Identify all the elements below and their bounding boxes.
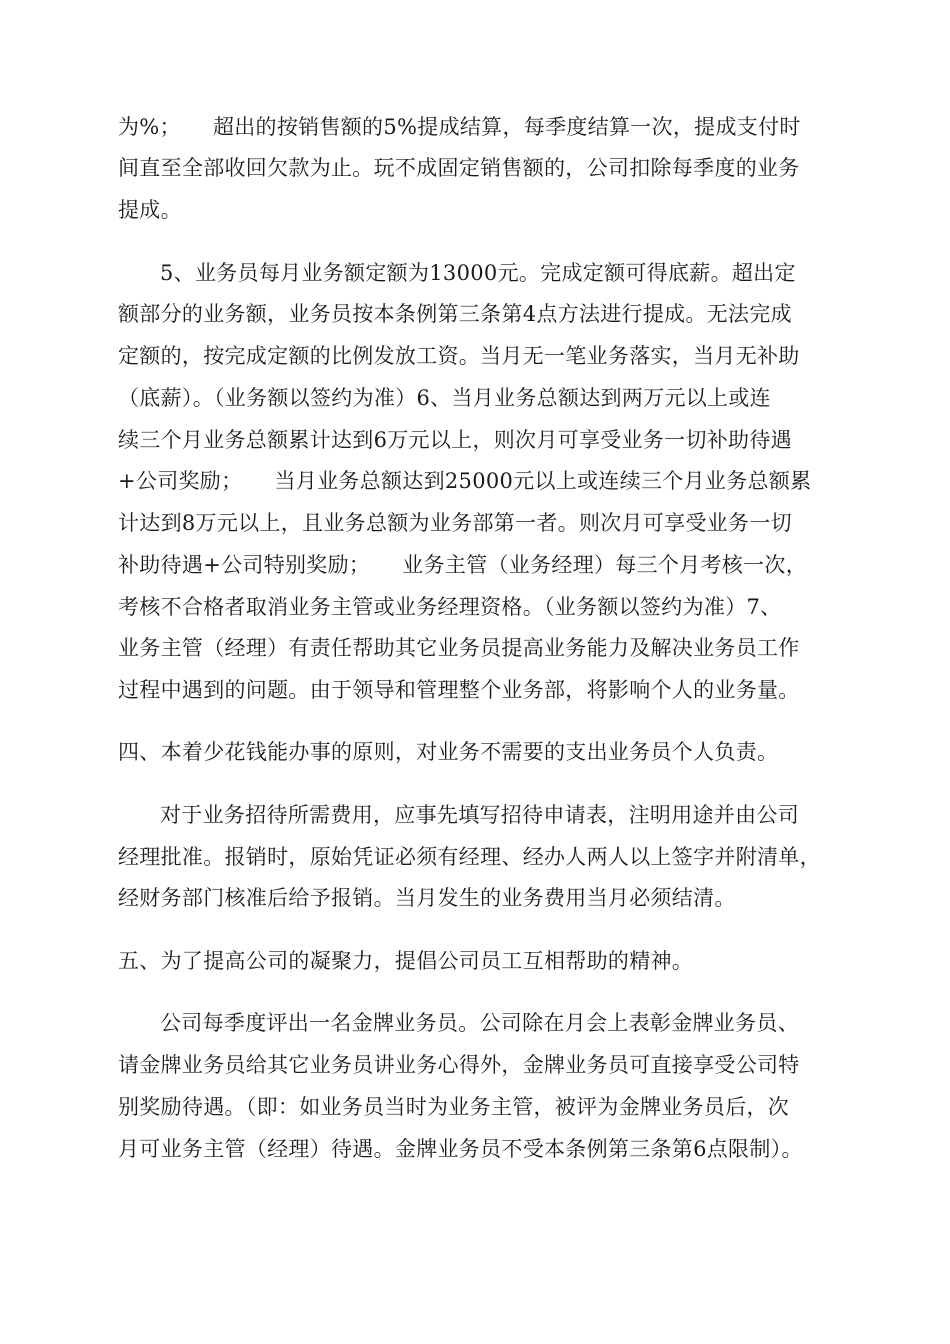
paragraph-line: 定额的，按完成定额的比例发放工资。当月无一笔业务落实，当月无补助 [118, 344, 800, 368]
paragraph-line: 间直至全部收回欠款为止。玩不成固定销售额的，公司扣除每季度的业务 [118, 156, 800, 180]
section-heading: 五、为了提高公司的凝聚力，提倡公司员工互相帮助的精神。 [118, 949, 694, 973]
paragraph-line: 为%； 超出的按销售额的5%提成结算，每季度结算一次，提成支付时 [118, 115, 801, 139]
paragraph-line: 5、业务员每月业务额定额为13000元。完成定额可得底薪。超出定 [160, 261, 796, 285]
section-heading: 四、本着少花钱能办事的原则，对业务不需要的支出业务员个人负责。 [118, 740, 779, 764]
paragraph-line: 过程中遇到的问题。由于领导和管理整个业务部，将影响个人的业务量。 [118, 678, 800, 702]
paragraph-line: 计达到8万元以上，且业务总额为业务部第一者。则次月可享受业务一切 [118, 511, 792, 535]
paragraph-line: （底薪）。（业务额以签约为准）6、当月业务总额达到两万元以上或连 [118, 386, 771, 410]
paragraph-line: 补助待遇+公司特别奖励； 业务主管（业务经理）每三个月考核一次， [118, 553, 807, 577]
paragraph-line: +公司奖励； 当月业务总额达到25000元以上或连续三个月业务总额累 [118, 469, 812, 493]
paragraph-line: 经理批准。报销时，原始凭证必须有经理、经办人两人以上签字并附清单， [118, 845, 821, 869]
paragraph-line: 业务主管（经理）有责任帮助其它业务员提高业务能力及解决业务员工作 [118, 636, 800, 660]
paragraph-line: 经财务部门核准后给予报销。当月发生的业务费用当月必须结清。 [118, 886, 736, 910]
paragraph-line: 月可业务主管（经理）待遇。金牌业务员不受本条例第三条第6点限制）。 [118, 1137, 803, 1161]
paragraph-line: 续三个月业务总额累计达到6万元以上，则次月可享受业务一切补助待遇 [118, 428, 792, 452]
paragraph-line: 提成。 [118, 198, 182, 222]
paragraph-line: 请金牌业务员给其它业务员讲业务心得外，金牌业务员可直接享受公司特 [118, 1053, 800, 1077]
paragraph-line: 考核不合格者取消业务主管或业务经理资格。（业务额以签约为准）7、 [118, 595, 782, 619]
paragraph-line: 额部分的业务额，业务员按本条例第三条第4点方法进行提成。无法完成 [118, 302, 792, 326]
paragraph-line: 别奖励待遇。（即：如业务员当时为业务主管，被评为金牌业务员后，次 [118, 1095, 790, 1119]
paragraph-line: 公司每季度评出一名金牌业务员。公司除在月会上表彰金牌业务员、 [160, 1011, 799, 1035]
paragraph-line: 对于业务招待所需费用，应事先填写招待申请表，注明用途并由公司 [160, 803, 799, 827]
